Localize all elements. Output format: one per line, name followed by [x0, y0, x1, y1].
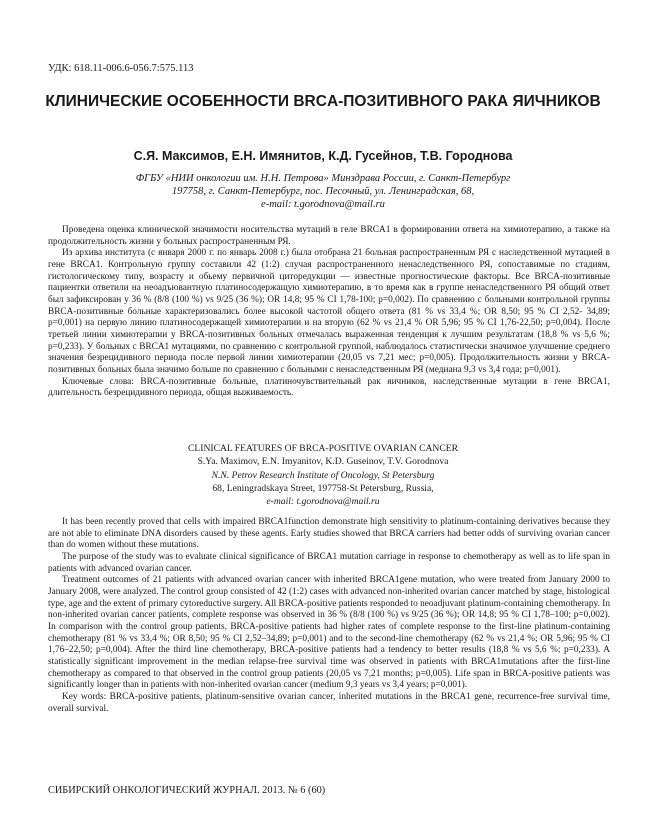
- udk-code: УДК: 618.11-006.6-056.7:575.113: [48, 63, 194, 74]
- affiliation-email: e-mail: t.gorodnova@mail.ru: [261, 199, 385, 210]
- abstract-ru: [48, 225, 610, 400]
- journal-footer: СИБИРСКИЙ ОНКОЛОГИЧЕСКИЙ ЖУРНАЛ. 2013. № 6 (60): [48, 785, 326, 796]
- english-header: [40, 442, 606, 508]
- address-en: 68, Leningradskaya Street, 197758-St Petersburg, Russia,: [212, 482, 434, 494]
- abstract-paragraph: It has been recently proved that cells with impaired BRCA1function demonstrate high sensitivity to platinum-containing derivatives because they are not able to eliminate DNA disorders caused by these agents. Early studies showed that BRCA carriers had better odds of surviving ovarian cancer than do women without these mutations.: [48, 517, 610, 551]
- email-en: e-mail: t.gorodnova@mail.ru: [266, 496, 380, 508]
- institute-en: N.N. Petrov Research Institute of Oncology, St Petersburg: [211, 469, 435, 481]
- abstract-en: [48, 517, 610, 715]
- affiliation-ru: [40, 172, 606, 211]
- abstract-paragraph: Treatment outcomes of 21 patients with advanced ovarian cancer with inherited BRCA1gene mutation, who were treated from January 2000 to January 2008, were analyzed. The control group consisted of 42 (1:2) cases with advanced non-inherited ovarian cancer matched by stage, histological type, age and the extent of primary cytoreductive surgery. All BRCA-positive patients responded to neoadjuvant platinum-containing chemotherapy. In non-inherited ovarian cancer patients, complete response was observed in 36 % (8/8 (100 %) vs 9/25 (36 %); OR 14,8; 95 % CI 1,78–100; p=0,002). In comparison with the control group patients, BRCA-positive patients had higher rates of complete response to the first-line platinum-containing chemotherapy (81 % vs 33,4 %; OR 8,50; 95 % CI 2,52–34,89; p=0,001) and to the second-line chemotherapy (62 % vs 21,4 %; OR 5,96; 95 % CI 1,76–22,50; p=0,004). After the third line chemotherapy, BRCA-positive patients had a tendency to better results (18,8 % vs 5,6 %; p=0,233). A statistically significant improvement in the median relapse-free survival time was observed in patients with BRCA1mutations after the first-line chemotherapy as compared to that observed in the control group patients (20,05 vs 7,21 months; p=0,005). Life span in BRCA-positive patients was significantly longer than in patients with non-inherited ovarian cancer (medium 9,3 years vs 3,4 years; p=0,001).: [48, 575, 610, 691]
- authors-ru: С.Я. Максимов, Е.Н. Имянитов, К.Д. Гусейнов, Т.В. Городнова: [133, 149, 513, 163]
- authors-en: S.Ya. Maximov, E.N. Imyanitov, K.D. Guseinov, T.V. Gorodnova: [197, 456, 449, 468]
- keywords-en: Key words: BRCA-positive patients, platinum-sensitive ovarian cancer, inherited mutations in the BRCA1 gene, recurrence-free survival time, overall survival.: [48, 691, 610, 714]
- article-title-ru: КЛИНИЧЕСКИЕ ОСОБЕННОСТИ BRCA-ПОЗИТИВНОГО РАКА ЯИЧНИКОВ: [45, 93, 601, 110]
- abstract-paragraph: Проведена оценка клинической значимости носительства мутаций в геле BRCA1 в формировании ответа на химиотерапию, а также на продолжительность жизни у больных распространенным РЯ.: [48, 225, 610, 247]
- abstract-paragraph: Из архива института (с января 2000 г. по январь 2008 г.) была отобрана 21 больная распространенным РЯ с наследственной мутацией в гене BRCA1. Контрольную группу составили 42 (1:2) случая распространенного ненаследственного РЯ, сопоставимые по стадиям, гистологическому типу, возрасту и обьему первичной циторедукции — известные прогностические факторы. Все BRCA-позитивные пациентки ответили на неоадъювантную платиносодержащую химиотерапию, в то время как в группе ненаследственного РЯ общий ответ был зафиксирован у 36 % (8/8 (100 %) vs 9/25 (36 %); OR 14,8; 95 % CI 1,78-100; p=0,002). По сравнению с больными контрольной группы BRCA-позитивные больные характеризовались более высокой частотой общего ответа (81 % vs 33,4 %; OR 8,50; 95 % CI 2,52- 34,89; p=0,001) на первую линию платиносодержащей химиотерапии и на вторую (62 % vs 21,4 % OR 5,96; 95 % CI 1,76-22,50; p=0,004). После третьей линии химиотерапии у BRCA-позитивных больных отмечалась выраженная тенденция к лучшим результатам (18,8 % vs 5,6 %; p=0,233). У больных с BRCA1 мутациями, по сравнению с контрольной группой, наблюдалось статистически значимое улучшение среднего значения безрецидивного периода после первой линии химиотерапии (20,05 vs 7,21 мес; p=0,005). Продолжительность жизни у BRCA-позитивных больных была значимо больше по сравнению с больными с ненаследственным РЯ (медиана 9,3 vs 3,4 года; p=0,001).: [48, 248, 610, 375]
- keywords-ru: Ключевые слова: BRCA-позитивные больные, платиночувствительный рак яичников, наследственные мутации в гене BRCA1, длительность безрецидивного периода, общая выживаемость.: [48, 376, 610, 399]
- affiliation-line: 197758, г. Санкт-Петербург, пос. Песочный, ул. Ленинградская, 68,: [171, 186, 475, 197]
- article-title-en: CLINICAL FEATURES OF BRCA-POSITIVE OVARIAN CANCER: [188, 443, 458, 454]
- abstract-paragraph: The purpose of the study was to evaluate clinical significance of BRCA1 mutation carriage in response to chemotherapy as well as to life span in patients with advanced ovarian cancer.: [48, 551, 610, 574]
- affiliation-line: ФГБУ «НИИ онкологии им. Н.Н. Петрова» Минздрава России, г. Санкт-Петербург: [135, 173, 511, 184]
